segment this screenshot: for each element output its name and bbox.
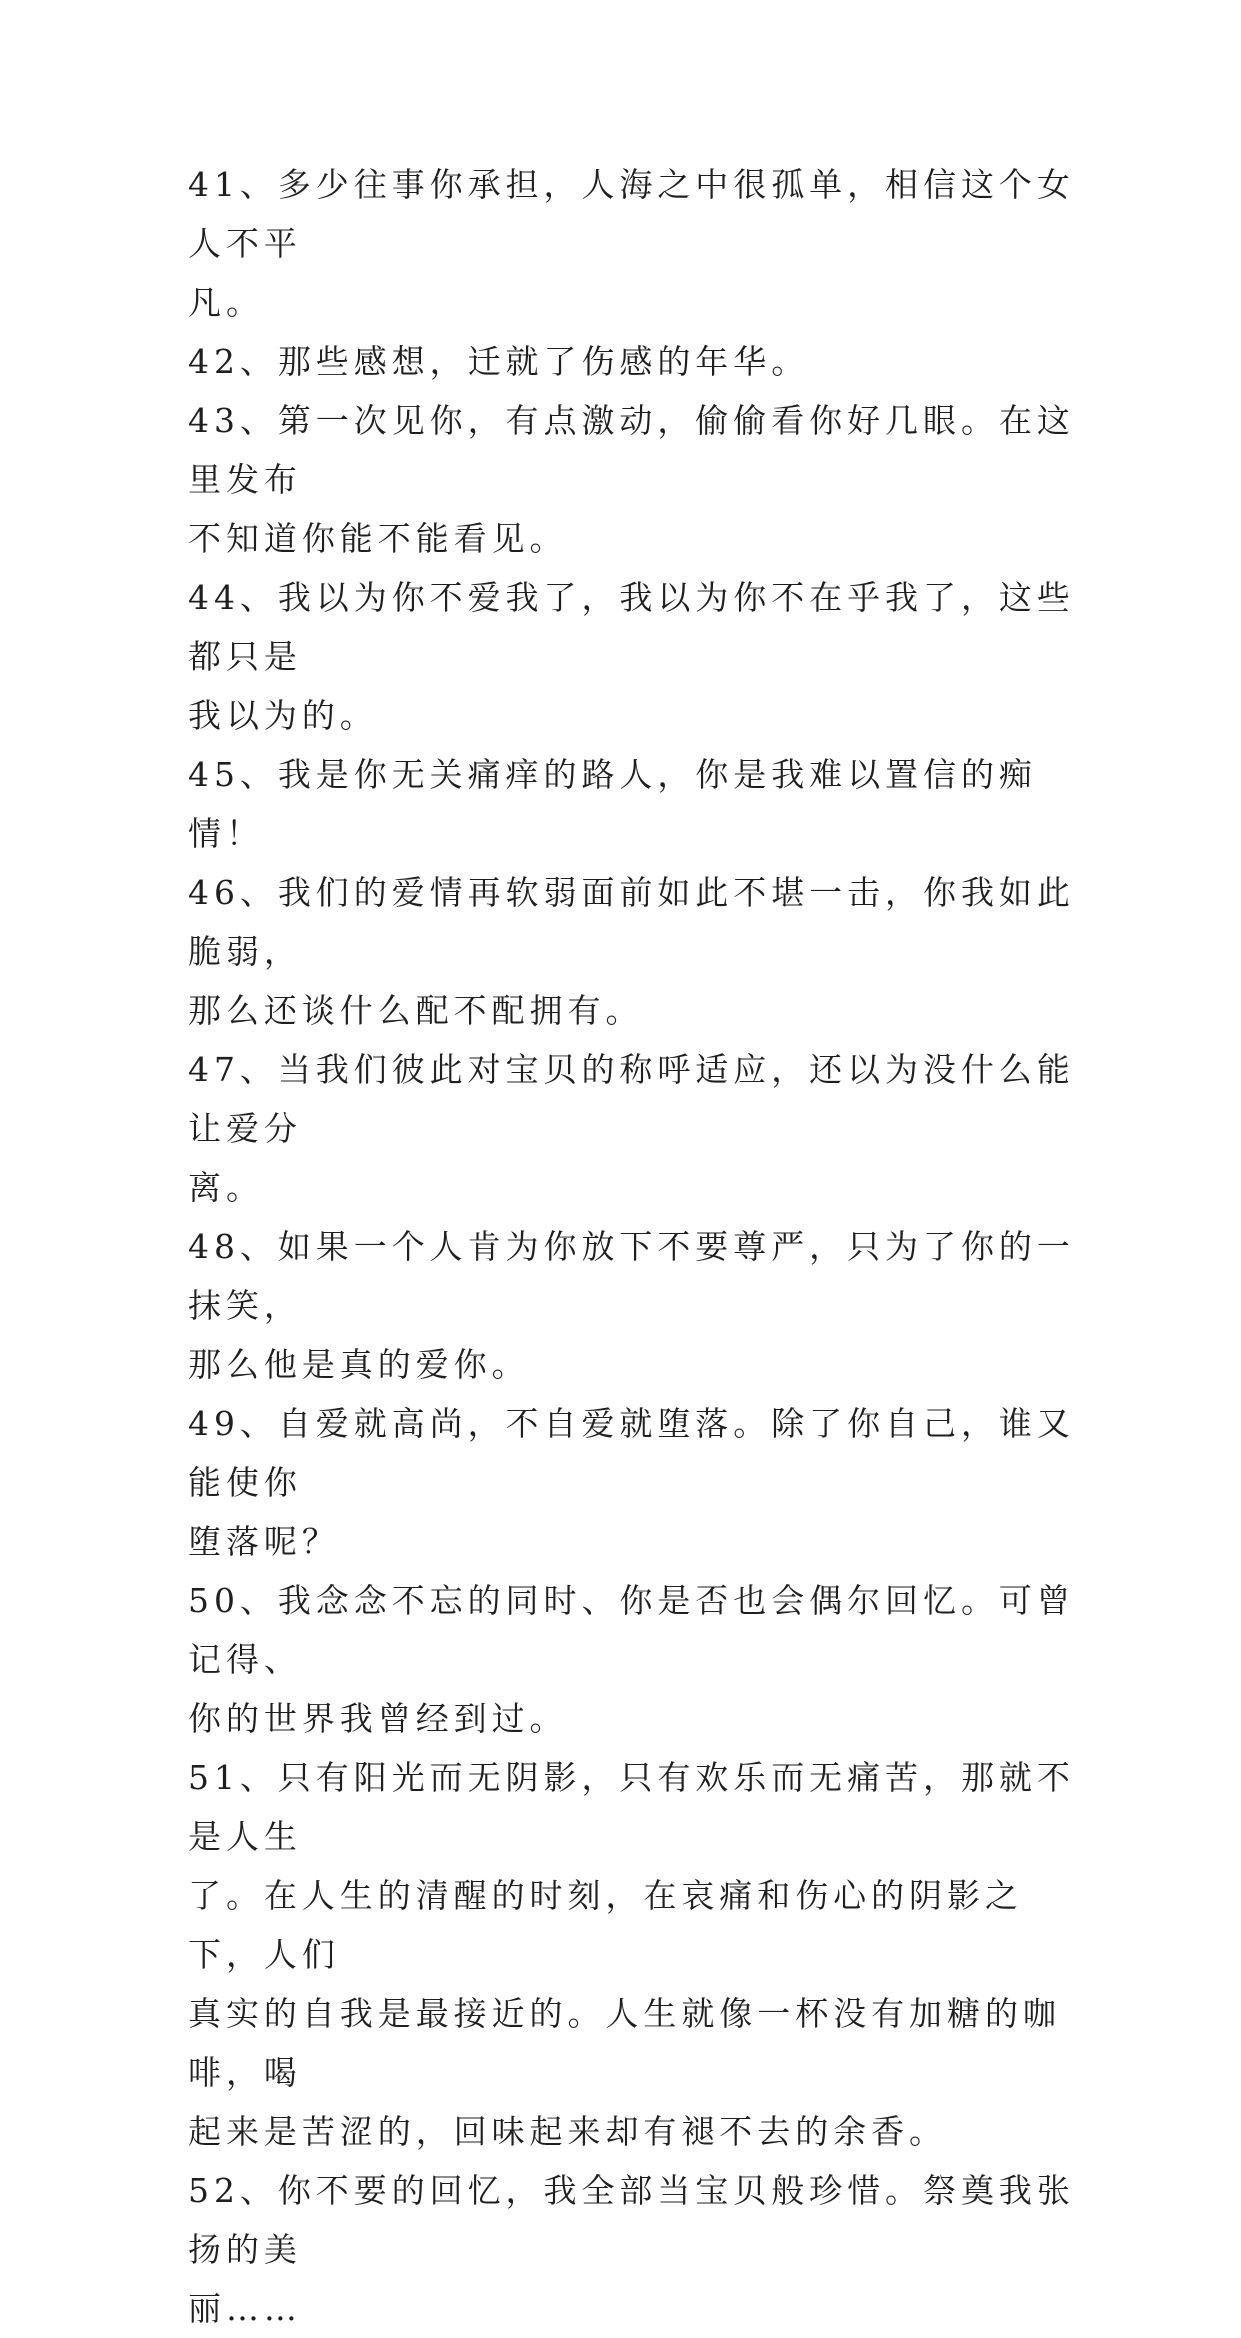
list-item: 51、只有阳光而无阴影，只有欢乐而无痛苦，那就不是人生 了。在人生的清醒的时刻，在哀痛和伤心的阴影之下，人们 真实的自我是最接近的。人生就像一杯没有加糖的咖啡，喝 起来是苦涩的，回味起来却有褪不去的余香。: [188, 1758, 1075, 2151]
list-item: 47、当我们彼此对宝贝的称呼适应，还以为没什么能让爱分 离。: [188, 1050, 1075, 1207]
list-item: 41、多少往事你承担，人海之中很孤单，相信这个女人不平 凡。: [188, 165, 1075, 322]
list-item: 52、你不要的回忆，我全部当宝贝般珍惜。祭奠我张扬的美 丽……: [188, 2171, 1075, 2328]
list-item: 44、我以为你不爱我了，我以为你不在乎我了，这些都只是 我以为的。: [188, 578, 1075, 735]
list-item: 50、我念念不忘的同时、你是否也会偶尔回忆。可曾记得、 你的世界我曾经到过。: [188, 1581, 1075, 1738]
document-body: [188, 155, 1078, 2338]
list-item: 48、如果一个人肯为你放下不要尊严，只为了你的一抹笑， 那么他是真的爱你。: [188, 1227, 1075, 1384]
list-item: 49、自爱就高尚，不自爱就堕落。除了你自己，谁又能使你 堕落呢？: [188, 1404, 1075, 1561]
list-item: 42、那些感想，迁就了伤感的年华。: [188, 342, 810, 381]
list-item: 43、第一次见你，有点激动，偷偷看你好几眼。在这里发布 不知道你能不能看见。: [188, 401, 1075, 558]
list-item: 45、我是你无关痛痒的路人，你是我难以置信的痴情！: [188, 755, 1037, 853]
list-item: 46、我们的爱情再软弱面前如此不堪一击，你我如此脆弱， 那么还谈什么配不配拥有。: [188, 873, 1075, 1030]
